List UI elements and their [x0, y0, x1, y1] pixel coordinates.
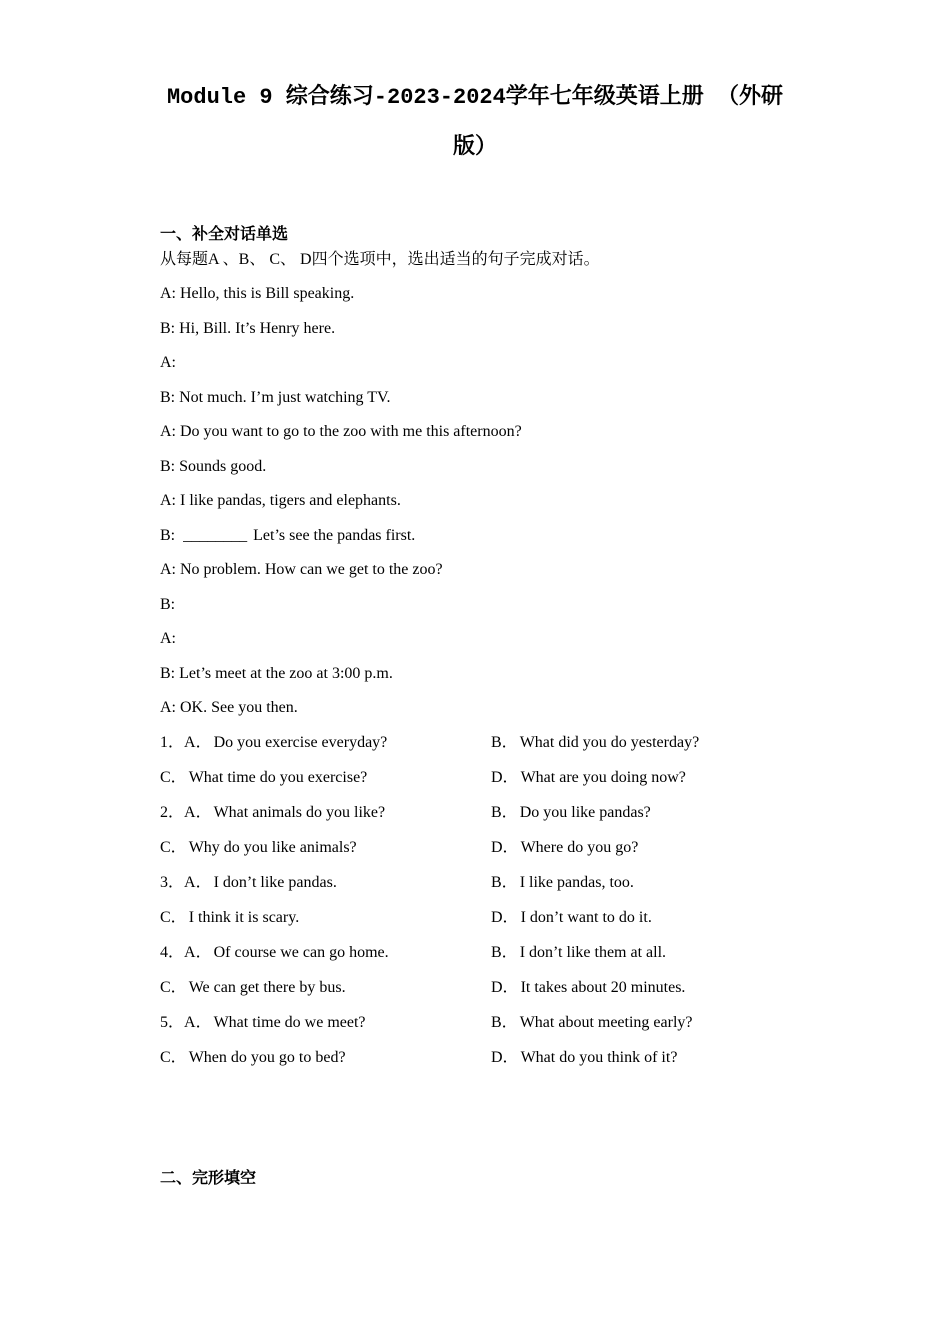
title-line-2: 版） — [452, 135, 497, 160]
section-1-instruction: 从每题A 、B、 C、 D四个选项中，选出适当的句子完成对话。 — [160, 251, 600, 268]
option-a — [160, 935, 491, 970]
title-line-1: Module 9 综合练习-2023-2024学年七年级英语上册 （外研 — [166, 85, 784, 110]
option-label: D． — [491, 839, 519, 856]
dialogue-line: B: Sounds good. — [160, 457, 267, 475]
option-text: I don’t like pandas. — [213, 874, 337, 891]
option-label: D． — [491, 979, 519, 996]
option-text: What are you doing now? — [520, 769, 686, 786]
option-text: What did you do yesterday? — [519, 734, 700, 751]
option-text: What do you think of it? — [520, 1049, 678, 1066]
dialogue-line: B: — [160, 595, 176, 613]
option-b — [491, 865, 860, 900]
question-number: 2． — [160, 804, 185, 821]
option-label: A． — [184, 734, 212, 751]
dialogue-line: A: — [160, 354, 176, 371]
option-label: B． — [491, 1014, 518, 1031]
option-text: What time do you exercise? — [188, 769, 368, 786]
option-label: A． — [184, 804, 212, 821]
document-title — [0, 73, 950, 173]
dialogue-line: A: No problem. How can we get to the zoo? — [160, 561, 443, 578]
option-c — [160, 1040, 491, 1075]
option-d — [491, 760, 860, 795]
option-text: What about meeting early? — [519, 1014, 693, 1031]
option-label: B． — [491, 874, 518, 891]
dialogue-speaker: B: — [160, 526, 176, 544]
option-text: I think it is scary. — [188, 909, 300, 926]
option-label: D． — [491, 1049, 519, 1066]
option-c — [160, 900, 491, 935]
option-b — [491, 795, 860, 830]
option-a — [160, 725, 491, 760]
option-text: We can get there by bus. — [188, 979, 346, 996]
dialogue-line: A: Do you want to go to the zoo with me this afternoon? — [160, 423, 522, 440]
option-a — [160, 795, 491, 830]
option-label: C． — [160, 909, 187, 926]
option-text: Do you exercise everyday? — [213, 734, 388, 751]
dialogue-line: A: Hello, this is Bill speaking. — [160, 285, 355, 302]
answer-blank: ________ — [183, 526, 248, 544]
dialogue-line-with-blank — [160, 519, 860, 554]
question-number: 5． — [160, 1014, 185, 1031]
option-label: C． — [160, 1049, 187, 1066]
dialogue-text: Let’s see the pandas first. — [253, 526, 416, 544]
option-text: When do you go to bed? — [188, 1049, 346, 1066]
option-text: What animals do you like? — [213, 804, 386, 821]
option-a — [160, 865, 491, 900]
option-label: A． — [184, 874, 212, 891]
dialogue-line: B: Let’s meet at the zoo at 3:00 p.m. — [160, 664, 393, 682]
option-label: B． — [491, 944, 518, 961]
question-number: 4． — [160, 944, 185, 961]
option-label: B． — [491, 734, 518, 751]
option-c — [160, 830, 491, 865]
option-text: I like pandas, too. — [519, 874, 634, 891]
option-label: A． — [184, 1014, 212, 1031]
option-b — [491, 1005, 860, 1040]
dialogue — [160, 277, 860, 726]
option-label: C． — [160, 979, 187, 996]
section-1-heading: 一、补全对话单选 — [160, 226, 289, 243]
option-a — [160, 1005, 491, 1040]
option-d — [491, 970, 860, 1005]
dialogue-line: B: Not much. I’m just watching TV. — [160, 388, 391, 406]
option-c — [160, 970, 491, 1005]
dialogue-line: A: OK. See you then. — [160, 699, 298, 716]
option-c — [160, 760, 491, 795]
dialogue-line: A: — [160, 630, 176, 647]
option-label: D． — [491, 769, 519, 786]
option-text: Where do you go? — [520, 839, 639, 856]
option-d — [491, 830, 860, 865]
dialogue-line: B: Hi, Bill. It’s Henry here. — [160, 319, 336, 337]
option-text: It takes about 20 minutes. — [520, 979, 686, 996]
option-label: D． — [491, 909, 519, 926]
option-b — [491, 725, 860, 760]
option-d — [491, 900, 860, 935]
option-label: B． — [491, 804, 518, 821]
option-label: C． — [160, 769, 187, 786]
option-text: Why do you like animals? — [188, 839, 357, 856]
option-text: Do you like pandas? — [519, 804, 651, 821]
option-label: A． — [184, 944, 212, 961]
section-2-heading: 二、完形填空 — [160, 1170, 257, 1187]
option-text: Of course we can go home. — [213, 944, 389, 961]
option-text: I don’t want to do it. — [520, 909, 652, 926]
option-text: I don’t like them at all. — [519, 944, 667, 961]
option-text: What time do we meet? — [213, 1014, 366, 1031]
option-label: C． — [160, 839, 187, 856]
question-number: 1． — [160, 734, 185, 751]
option-d — [491, 1040, 860, 1075]
option-b — [491, 935, 860, 970]
dialogue-line: A: I like pandas, tigers and elephants. — [160, 492, 401, 509]
question-number: 3． — [160, 874, 185, 891]
question-options — [160, 725, 860, 1075]
